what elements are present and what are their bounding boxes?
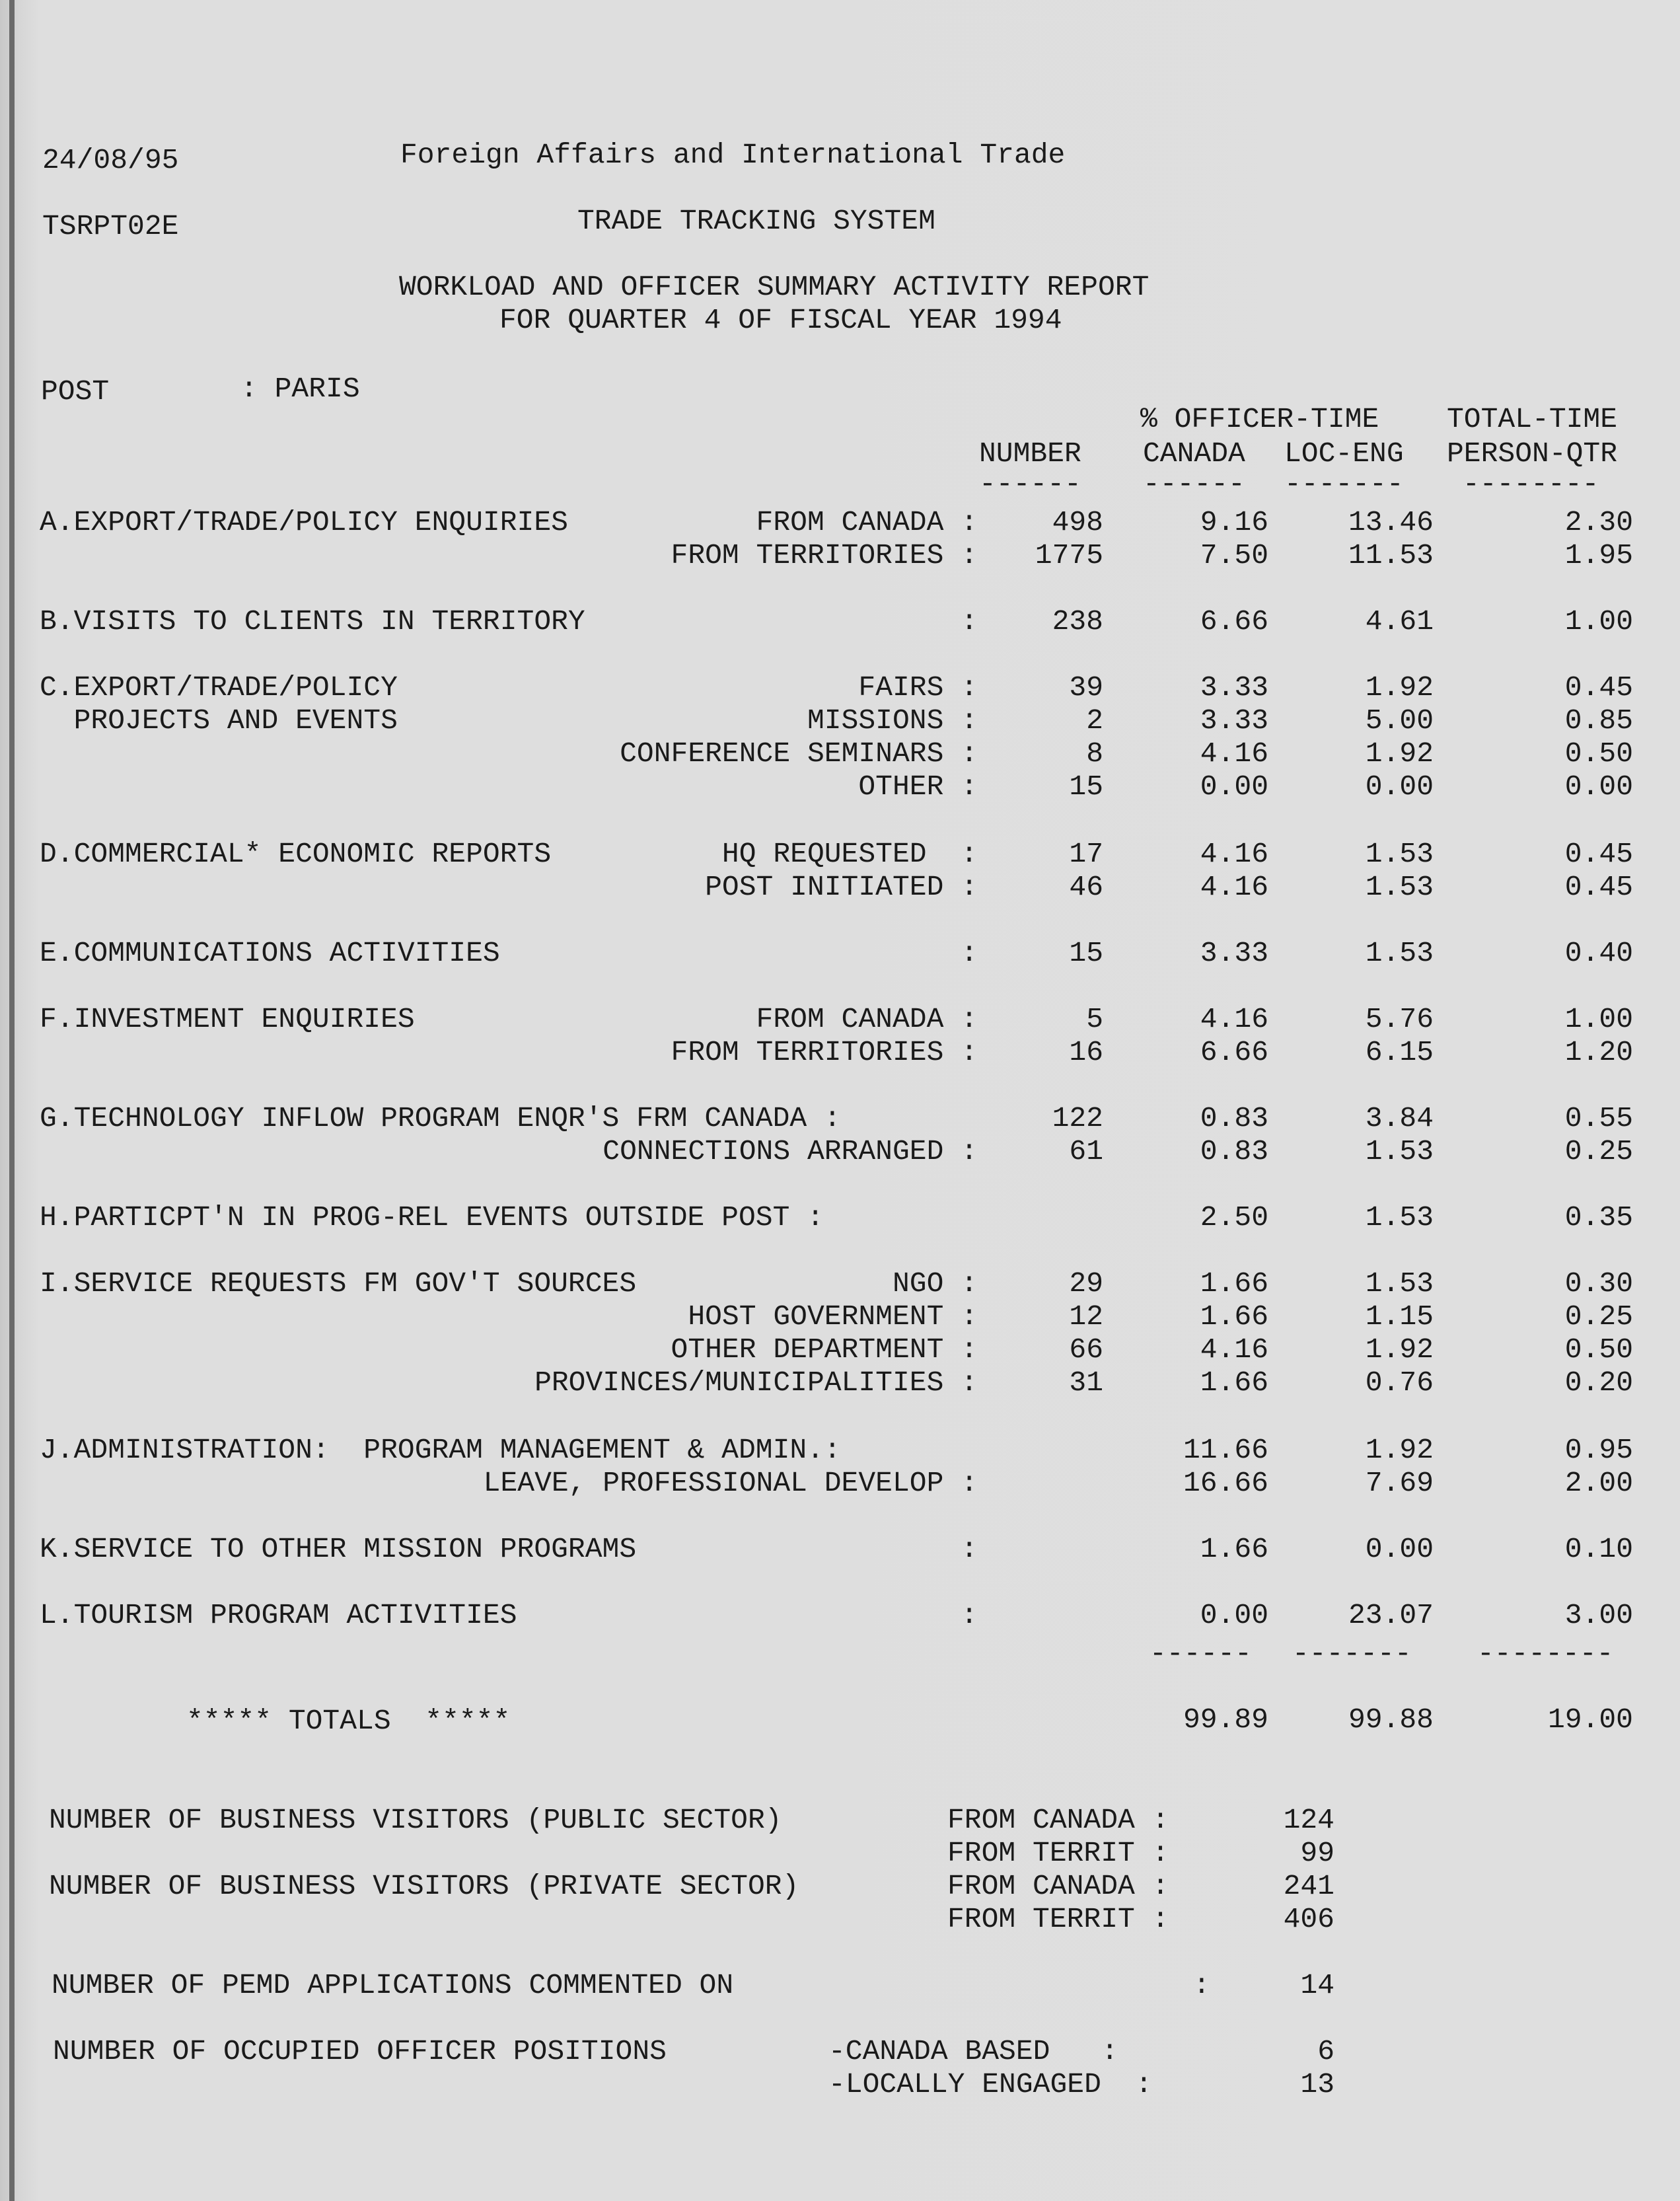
public-visitors-label: NUMBER OF BUSINESS VISITORS (PUBLIC SECTOR) xyxy=(49,1804,782,1836)
loc-eng-header: LOC-ENG xyxy=(1284,437,1404,470)
row-number: 15 xyxy=(1069,770,1103,803)
row-person-qtr: 1.00 xyxy=(1564,605,1633,638)
row-sublabel: : xyxy=(961,605,978,638)
row-sublabel: FROM TERRITORIES : xyxy=(671,539,978,572)
row-canada-pct: 3.33 xyxy=(1200,704,1268,737)
row-loc-eng-pct: 1.92 xyxy=(1365,1333,1434,1366)
row-number: 16 xyxy=(1069,1036,1103,1068)
row-person-qtr: 2.00 xyxy=(1564,1467,1633,1499)
row-canada-pct: 11.66 xyxy=(1183,1434,1268,1466)
row-loc-eng-pct: 4.61 xyxy=(1365,605,1434,638)
loc-eng-total-rule: ------- xyxy=(1292,1637,1412,1670)
row-person-qtr: 0.25 xyxy=(1564,1300,1633,1333)
row-sublabel: FROM CANADA : xyxy=(756,1003,978,1035)
pemd-colon: : xyxy=(1193,1969,1210,2001)
row-label: B.VISITS TO CLIENTS IN TERRITORY xyxy=(40,605,585,638)
pct-officer-time-header: % OFFICER-TIME xyxy=(1140,403,1379,435)
totals-person-qtr: 19.00 xyxy=(1547,1703,1633,1736)
row-loc-eng-pct: 23.07 xyxy=(1348,1599,1434,1631)
row-canada-pct: 6.66 xyxy=(1200,1036,1268,1068)
row-loc-eng-pct: 5.00 xyxy=(1365,704,1434,737)
row-canada-pct: 0.83 xyxy=(1200,1102,1268,1135)
row-number: 61 xyxy=(1069,1135,1103,1168)
row-number: 66 xyxy=(1069,1333,1103,1366)
row-label: A.EXPORT/TRADE/POLICY ENQUIRIES xyxy=(40,506,568,539)
row-sublabel: CONFERENCE SEMINARS : xyxy=(620,737,978,770)
row-number: 238 xyxy=(1052,605,1103,638)
canada-header: CANADA xyxy=(1143,437,1245,470)
row-number: 2 xyxy=(1086,704,1103,737)
row-canada-pct: 3.33 xyxy=(1200,671,1268,704)
row-number: 39 xyxy=(1069,671,1103,704)
row-sublabel: : xyxy=(961,1599,978,1631)
row-number: 498 xyxy=(1052,506,1103,539)
row-label: F.INVESTMENT ENQUIRIES xyxy=(40,1003,415,1035)
row-sublabel: FAIRS : xyxy=(858,671,978,704)
row-sublabel: : xyxy=(961,937,978,969)
row-number: 29 xyxy=(1069,1267,1103,1300)
row-person-qtr: 0.45 xyxy=(1564,838,1633,870)
loc-eng-underline: ------- xyxy=(1284,468,1404,500)
row-loc-eng-pct: 11.53 xyxy=(1348,539,1434,572)
row-label: E.COMMUNICATIONS ACTIVITIES xyxy=(40,937,500,969)
row-person-qtr: 0.25 xyxy=(1564,1135,1633,1168)
row-person-qtr: 1.95 xyxy=(1564,539,1633,572)
row-label: K.SERVICE TO OTHER MISSION PROGRAMS xyxy=(40,1533,637,1565)
row-label: G.TECHNOLOGY INFLOW PROGRAM ENQR'S FRM CANADA : xyxy=(40,1102,841,1135)
private-visitors-label: NUMBER OF BUSINESS VISITORS (PRIVATE SECTOR) xyxy=(49,1870,799,1902)
row-loc-eng-pct: 1.92 xyxy=(1365,671,1434,704)
row-sublabel: FROM TERRITORIES : xyxy=(671,1036,978,1068)
row-sublabel: PROVINCES/MUNICIPALITIES : xyxy=(534,1366,978,1399)
row-canada-pct: 1.66 xyxy=(1200,1533,1268,1565)
report-title: WORKLOAD AND OFFICER SUMMARY ACTIVITY REPORT xyxy=(399,271,1150,303)
row-canada-pct: 0.00 xyxy=(1200,1599,1268,1631)
row-label: L.TOURISM PROGRAM ACTIVITIES xyxy=(40,1599,517,1631)
system-name: TRADE TRACKING SYSTEM xyxy=(577,205,935,237)
row-person-qtr: 0.45 xyxy=(1564,871,1633,903)
row-canada-pct: 4.16 xyxy=(1200,871,1268,903)
private-from-canada-value: 241 xyxy=(1283,1870,1334,1902)
row-person-qtr: 0.40 xyxy=(1564,937,1633,969)
row-canada-pct: 3.33 xyxy=(1200,937,1268,969)
row-loc-eng-pct: 0.76 xyxy=(1365,1366,1434,1399)
row-loc-eng-pct: 1.53 xyxy=(1365,871,1434,903)
row-person-qtr: 0.30 xyxy=(1564,1267,1633,1300)
row-loc-eng-pct: 13.46 xyxy=(1348,506,1434,539)
row-sublabel: HQ REQUESTED : xyxy=(721,838,978,870)
row-canada-pct: 2.50 xyxy=(1200,1201,1268,1234)
row-loc-eng-pct: 1.53 xyxy=(1365,1267,1434,1300)
public-from-territ-value: 99 xyxy=(1300,1837,1334,1869)
row-loc-eng-pct: 1.92 xyxy=(1365,1434,1434,1466)
number-underline: ------ xyxy=(979,468,1081,500)
row-number: 31 xyxy=(1069,1366,1103,1399)
row-number: 122 xyxy=(1052,1102,1103,1135)
row-label: H.PARTICPT'N IN PROG-REL EVENTS OUTSIDE POST : xyxy=(40,1201,824,1234)
totals-loc-eng: 99.88 xyxy=(1348,1703,1434,1736)
row-canada-pct: 4.16 xyxy=(1200,1003,1268,1035)
row-number: 5 xyxy=(1086,1003,1103,1035)
row-canada-pct: 0.00 xyxy=(1200,770,1268,803)
row-loc-eng-pct: 7.69 xyxy=(1365,1467,1434,1499)
row-canada-pct: 4.16 xyxy=(1200,737,1268,770)
canada-underline: ------ xyxy=(1143,468,1245,500)
canada-based-value: 6 xyxy=(1317,2035,1334,2068)
row-label: D.COMMERCIAL* ECONOMIC REPORTS xyxy=(40,838,552,870)
row-sublabel: LEAVE, PROFESSIONAL DEVELOP : xyxy=(483,1467,978,1499)
row-loc-eng-pct: 6.15 xyxy=(1365,1036,1434,1068)
row-sublabel: : xyxy=(961,1533,978,1565)
row-sublabel: HOST GOVERNMENT : xyxy=(688,1300,978,1333)
row-person-qtr: 0.50 xyxy=(1564,737,1633,770)
pemd-value: 14 xyxy=(1300,1969,1334,2001)
report-subtitle: FOR QUARTER 4 OF FISCAL YEAR 1994 xyxy=(499,304,1062,336)
public-from-territ-label: FROM TERRIT : xyxy=(947,1837,1169,1869)
row-label: J.ADMINISTRATION: PROGRAM MANAGEMENT & ADMIN.: xyxy=(40,1434,841,1466)
row-sublabel: OTHER DEPARTMENT : xyxy=(671,1333,978,1366)
department-name: Foreign Affairs and International Trade xyxy=(400,139,1066,171)
row-person-qtr: 2.30 xyxy=(1564,506,1633,539)
row-person-qtr: 0.55 xyxy=(1564,1102,1633,1135)
private-from-canada-label: FROM CANADA : xyxy=(947,1870,1169,1902)
person-qtr-header: PERSON-QTR xyxy=(1447,437,1618,470)
binding-edge xyxy=(9,0,15,2201)
totals-canada: 99.89 xyxy=(1183,1703,1268,1736)
row-loc-eng-pct: 1.53 xyxy=(1365,1135,1434,1168)
row-label: C.EXPORT/TRADE/POLICY xyxy=(40,671,398,704)
row-person-qtr: 0.00 xyxy=(1564,770,1633,803)
row-person-qtr: 0.20 xyxy=(1564,1366,1633,1399)
public-from-canada-value: 124 xyxy=(1283,1804,1334,1836)
row-number: 46 xyxy=(1069,871,1103,903)
row-loc-eng-pct: 0.00 xyxy=(1365,1533,1434,1565)
public-from-canada-label: FROM CANADA : xyxy=(947,1804,1169,1836)
canada-total-rule: ------ xyxy=(1150,1637,1252,1670)
person-qtr-total-rule: -------- xyxy=(1477,1637,1614,1670)
row-canada-pct: 4.16 xyxy=(1200,1333,1268,1366)
row-sublabel: POST INITIATED : xyxy=(705,871,978,903)
officer-positions-label: NUMBER OF OCCUPIED OFFICER POSITIONS xyxy=(53,2035,667,2068)
row-loc-eng-pct: 1.53 xyxy=(1365,1201,1434,1234)
row-sublabel: FROM CANADA : xyxy=(756,506,978,539)
totals-label: ***** TOTALS ***** xyxy=(186,1705,511,1737)
row-person-qtr: 0.85 xyxy=(1564,704,1633,737)
row-person-qtr: 0.10 xyxy=(1564,1533,1633,1565)
row-sublabel: MISSIONS : xyxy=(807,704,978,737)
row-person-qtr: 0.95 xyxy=(1564,1434,1633,1466)
row-loc-eng-pct: 1.92 xyxy=(1365,737,1434,770)
private-from-territ-value: 406 xyxy=(1283,1903,1334,1935)
row-canada-pct: 9.16 xyxy=(1200,506,1268,539)
row-canada-pct: 0.83 xyxy=(1200,1135,1268,1168)
person-qtr-underline: -------- xyxy=(1463,468,1599,500)
row-sublabel: NGO : xyxy=(892,1267,978,1300)
row-number: 15 xyxy=(1069,937,1103,969)
row-canada-pct: 7.50 xyxy=(1200,539,1268,572)
total-time-header: TOTAL-TIME xyxy=(1447,403,1618,435)
post-label: POST xyxy=(41,375,110,408)
row-person-qtr: 1.00 xyxy=(1564,1003,1633,1035)
row-number: 12 xyxy=(1069,1300,1103,1333)
post-value: : PARIS xyxy=(240,373,360,405)
private-from-territ-label: FROM TERRIT : xyxy=(947,1903,1169,1935)
row-loc-eng-pct: 1.53 xyxy=(1365,937,1434,969)
row-sublabel: OTHER : xyxy=(858,770,978,803)
row-canada-pct: 16.66 xyxy=(1183,1467,1268,1499)
canada-based-label: -CANADA BASED : xyxy=(828,2035,1118,2068)
row-number: 17 xyxy=(1069,838,1103,870)
locally-engaged-value: 13 xyxy=(1300,2068,1334,2101)
row-loc-eng-pct: 1.53 xyxy=(1365,838,1434,870)
row-canada-pct: 4.16 xyxy=(1200,838,1268,870)
row-label: PROJECTS AND EVENTS xyxy=(40,704,398,737)
row-number: 1775 xyxy=(1035,539,1103,572)
pemd-label: NUMBER OF PEMD APPLICATIONS COMMENTED ON xyxy=(52,1969,734,2001)
row-person-qtr: 3.00 xyxy=(1564,1599,1633,1631)
row-person-qtr: 0.50 xyxy=(1564,1333,1633,1366)
row-number: 8 xyxy=(1086,737,1103,770)
row-canada-pct: 1.66 xyxy=(1200,1300,1268,1333)
row-person-qtr: 1.20 xyxy=(1564,1036,1633,1068)
row-loc-eng-pct: 1.15 xyxy=(1365,1300,1434,1333)
row-person-qtr: 0.45 xyxy=(1564,671,1633,704)
report-date: 24/08/95 xyxy=(42,144,179,176)
row-sublabel: CONNECTIONS ARRANGED : xyxy=(603,1135,978,1168)
row-loc-eng-pct: 5.76 xyxy=(1365,1003,1434,1035)
report-code: TSRPT02E xyxy=(42,210,179,242)
row-canada-pct: 1.66 xyxy=(1200,1267,1268,1300)
row-loc-eng-pct: 0.00 xyxy=(1365,770,1434,803)
row-canada-pct: 1.66 xyxy=(1200,1366,1268,1399)
row-loc-eng-pct: 3.84 xyxy=(1365,1102,1434,1135)
row-canada-pct: 6.66 xyxy=(1200,605,1268,638)
row-person-qtr: 0.35 xyxy=(1564,1201,1633,1234)
number-header: NUMBER xyxy=(979,437,1081,470)
locally-engaged-label: -LOCALLY ENGAGED : xyxy=(828,2068,1153,2101)
row-label: I.SERVICE REQUESTS FM GOV'T SOURCES xyxy=(40,1267,637,1300)
